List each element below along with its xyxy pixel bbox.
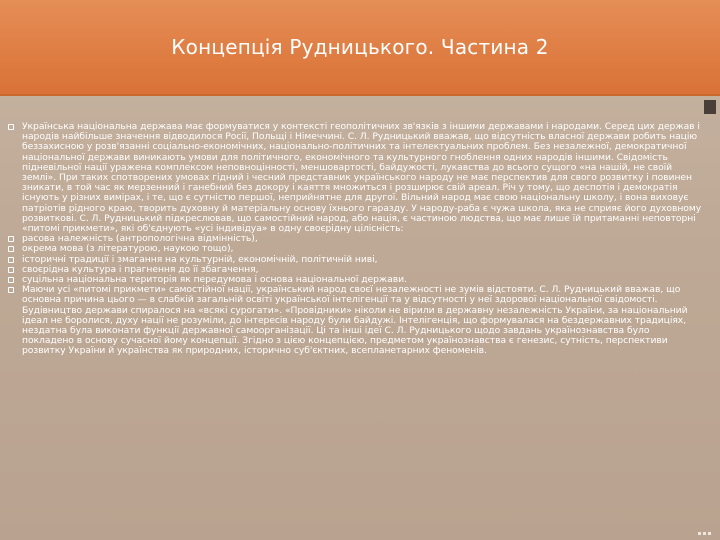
slide-title: Концепція Рудницького. Частина 2 [171, 35, 549, 59]
square-bullet-icon [8, 277, 14, 283]
list-item-text: суцільна національна територія як передумова і основа національної держави. [22, 274, 407, 286]
square-bullet-icon [8, 257, 14, 263]
list-item [8, 285, 702, 356]
square-bullet-icon [8, 267, 14, 273]
list-item-text: окрема мова (з літературою, наукою тощо), [22, 243, 234, 255]
list-item-text: Українська національна держава має формуватися у контексті геополітичних зв'язків з іншими державами і народами. Серед цих держав і народів найбільше значення відводилося Росії, Польщі і Німеччині. С. Л. Рудницький вважав, що відсутність власної держави робить націю беззахисною у розв'язанні соціально-економічних, національно-політичних та інтелектуальних проблем. Без незалежної, демократичної національної держави виникають умови для політичного, економічного та культурного гноблення одних народів іншими. Свідомість підневільної нації уражена комплексом неповноцінності, меншовартості, байдужості, лукавства до всього сущого «на нашій, не своїй землі». При таких спотворених умовах гідний і чесний представник українського народу не має перспектив для свого розвитку і повинен зникати, в той час як мерзенний і ганебний без докору і каяття множиться і розширює свій ареал. Річ у тому, що деспотія і демократія існують у різних вимірах, і те, що є сутністю першої, неприйнятне для другої. Вільний народ має свою національну школу, і вона виховує патріотів рідного краю, творить духовну й матеріальну основу їхнього гаразду. У народу-раба є чужа школа, яка не сприяє його духовному розвиткові. С. Л. Рудницький підкреслював, що самостійний народ, або нація, є частиною людства, що має лише їй притаманні неповторні «питомі прикмети», які об'єднують «усі індивідуа» в одну своєрідну цілісність: [22, 121, 702, 235]
list-item-text: расова належність (антропологічна відмінність), [22, 233, 258, 245]
list-item [8, 122, 702, 234]
title-bar [0, 0, 720, 96]
list-item-text: історичні традиції і змагання на культурній, економічній, політичній ниві, [22, 253, 378, 265]
bullet-list [8, 122, 702, 357]
slide-footer-dots-icon [698, 532, 712, 536]
square-bullet-icon [8, 287, 14, 293]
square-bullet-icon [8, 236, 14, 242]
square-bullet-icon [8, 124, 14, 130]
list-item-text: Маючи усі «питомі прикмети» самостійної нації, український народ своєї незалежності не зумів відстояти. С. Л. Рудницький вважав, що основна причина цього — в слабкій загальній освіті української інтелігенції та у відсутності у неї здорової національної свідомості. Будівництво держави спиралося на «всякі сурогати». «Провідники» ніколи не вірили в державну незалежність України, за національний ідеал не боролися, духу нації не розуміли, до інтересів народу були байдужі. Інтелігенція, що формувалася на бездержавних традиціях, нездатна була виконати функції державної самоорганізації. Ці та інші ідеї С. Л. Рудницького щодо завдань українознавства було покладено в основу сучасної йому концепції. Згідно з цією концепцією, предметом українознавства є генезис, сутність, перспективи розвитку України й українства як природних, історично суб'єктних, всепланетарних феноменів. [22, 284, 688, 357]
slide-body [8, 122, 702, 357]
corner-logo-icon [704, 100, 716, 114]
square-bullet-icon [8, 246, 14, 252]
list-item-text: своєрідна культура і прагнення до її збагачення, [22, 263, 259, 275]
